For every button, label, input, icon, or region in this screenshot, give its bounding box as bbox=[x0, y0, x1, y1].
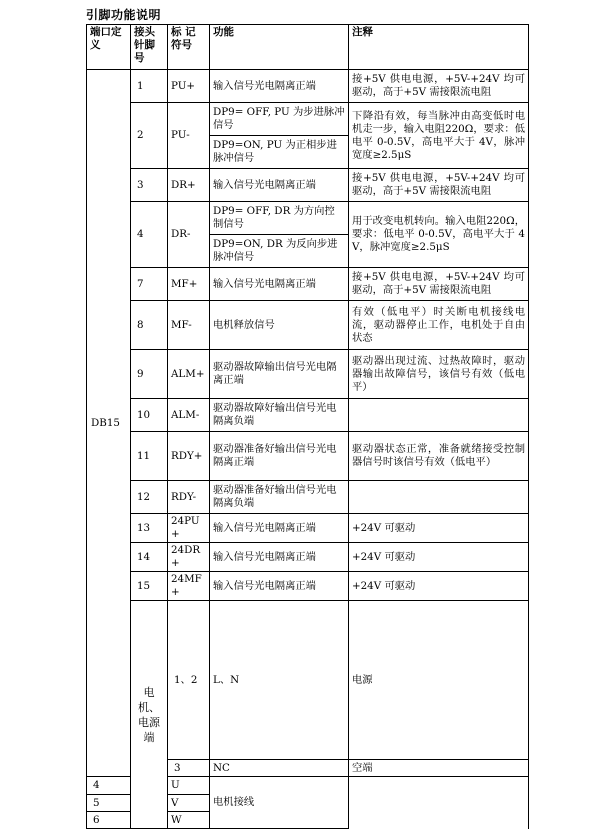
pin-note: 用于改变电机转向。输入电阻220Ω，要求：低电平 0-0.5V，高电平大于 4V，脉冲宽度≥2.5μS bbox=[349, 202, 529, 268]
table-row bbox=[87, 202, 529, 235]
table-header-row bbox=[87, 25, 529, 70]
pin-note: 接+5V 供电电源，+5V-+24V 均可驱动，高于+5V 需接限流电阻 bbox=[349, 169, 529, 202]
pin-function: 驱动器故障好输出信号光电隔离负端 bbox=[210, 399, 349, 432]
pin-mark: DR- bbox=[168, 202, 210, 268]
pin-mark: W bbox=[168, 812, 210, 829]
pin-number: 12 bbox=[131, 481, 168, 514]
pin-note bbox=[349, 399, 529, 432]
pin-mark: PU- bbox=[168, 103, 210, 169]
pin-number: 15 bbox=[131, 572, 168, 601]
pin-mark: 24DR+ bbox=[168, 543, 210, 572]
pin-number: 5 bbox=[87, 795, 131, 812]
pin-number: 14 bbox=[131, 543, 168, 572]
pin-mark: ALM- bbox=[168, 399, 210, 432]
pin-mark: 24PU+ bbox=[168, 514, 210, 543]
pin-function: 驱动器准备好输出信号光电隔离负端 bbox=[210, 481, 349, 514]
pin-function: 空端 bbox=[349, 760, 529, 777]
pin-note: +24V 可驱动 bbox=[349, 514, 529, 543]
pin-number: 4 bbox=[131, 202, 168, 268]
pin-mark: RDY+ bbox=[168, 432, 210, 481]
pin-function: DP9= OFF, DR 为方向控制信号 bbox=[210, 202, 349, 235]
table-row bbox=[87, 301, 529, 350]
pin-function: 输入信号光电隔离正端 bbox=[210, 268, 349, 301]
pin-function: 驱动器故障输出信号光电隔离正端 bbox=[210, 350, 349, 399]
header-note: 注释 bbox=[349, 25, 529, 70]
pin-mark: V bbox=[168, 795, 210, 812]
pin-number: 2 bbox=[131, 103, 168, 169]
pin-number: 1 bbox=[131, 70, 168, 103]
pin-mark: PU+ bbox=[168, 70, 210, 103]
pin-note: 接+5V 供电电源，+5V-+24V 均可驱动，高于+5V 需接限流电阻 bbox=[349, 268, 529, 301]
pin-number: 3 bbox=[168, 760, 210, 777]
pin-note: 下降沿有效，每当脉冲由高变低时电机走一步，输入电阻220Ω，要求：低电平 0-0.5V，高电平大于 4V，脉冲宽度≥2.5μS bbox=[349, 103, 529, 169]
pin-mark: DR+ bbox=[168, 169, 210, 202]
pin-function: 输入信号光电隔离正端 bbox=[210, 70, 349, 103]
pin-number: 6 bbox=[87, 812, 131, 829]
pin-mark: U bbox=[168, 777, 210, 795]
db15-port-label: DB15 bbox=[87, 70, 131, 777]
pin-function: DP9=ON, DR 为反向步进脉冲信号 bbox=[210, 235, 349, 268]
pin-number: 4 bbox=[87, 777, 131, 795]
pin-function: 输入信号光电隔离正端 bbox=[210, 543, 349, 572]
pin-number: 7 bbox=[131, 268, 168, 301]
pin-mark: MF+ bbox=[168, 268, 210, 301]
header-function: 功能 bbox=[210, 25, 349, 70]
table-row bbox=[87, 543, 529, 572]
pin-function: 输入信号光电隔离正端 bbox=[210, 169, 349, 202]
table-row bbox=[87, 601, 529, 760]
pin-function: DP9= OFF, PU 为步进脉冲信号 bbox=[210, 103, 349, 136]
pin-number: 9 bbox=[131, 350, 168, 399]
pin-mark: L、N bbox=[210, 601, 349, 760]
pin-number: 8 bbox=[131, 301, 168, 350]
pin-number: 11 bbox=[131, 432, 168, 481]
header-mark: 标 记符号 bbox=[168, 25, 210, 70]
pin-note: 接+5V 供电电源，+5V-+24V 均可驱动，高于+5V 需接限流电阻 bbox=[349, 70, 529, 103]
table-row bbox=[87, 481, 529, 514]
table-row bbox=[87, 514, 529, 543]
pin-function: 输入信号光电隔离正端 bbox=[210, 514, 349, 543]
table-row bbox=[87, 572, 529, 601]
pin-function: 输入信号光电隔离正端 bbox=[210, 572, 349, 601]
pin-function: 电源 bbox=[349, 601, 529, 760]
pin-number: 10 bbox=[131, 399, 168, 432]
header-pin: 接头针脚号 bbox=[131, 25, 168, 70]
pin-mark: RDY- bbox=[168, 481, 210, 514]
pin-function: 电机释放信号 bbox=[210, 301, 349, 350]
pin-note: 驱动器出现过流、过热故障时，驱动器输出故障信号，该信号有效（低电平） bbox=[349, 350, 529, 399]
pin-function: 驱动器准备好输出信号光电隔离正端 bbox=[210, 432, 349, 481]
table-row bbox=[87, 70, 529, 103]
pin-note: 有效（低电平）时关断电机接线电流，驱动器停止工作，电机处于自由状态 bbox=[349, 301, 529, 350]
pin-mark: ALM+ bbox=[168, 350, 210, 399]
motor-power-port-label: 电机、电源端 bbox=[131, 601, 168, 829]
pin-number: 13 bbox=[131, 514, 168, 543]
pin-note: +24V 可驱动 bbox=[349, 543, 529, 572]
table-row bbox=[87, 169, 529, 202]
table-row bbox=[87, 350, 529, 399]
pin-function-table bbox=[86, 24, 529, 829]
pin-number: 3 bbox=[131, 169, 168, 202]
pin-function: DP9=ON, PU 为正相步进脉冲信号 bbox=[210, 136, 349, 169]
table-row bbox=[87, 103, 529, 136]
table-row bbox=[87, 432, 529, 481]
pin-note bbox=[349, 481, 529, 514]
pin-note: +24V 可驱动 bbox=[349, 572, 529, 601]
pin-mark: MF- bbox=[168, 301, 210, 350]
pin-mark: NC bbox=[210, 760, 349, 777]
table-row bbox=[87, 268, 529, 301]
table-row bbox=[87, 399, 529, 432]
pin-mark: 24MF+ bbox=[168, 572, 210, 601]
header-port: 端口定义 bbox=[87, 25, 131, 70]
pin-note: 驱动器状态正常，准备就绪接受控制器信号时该信号有效（低电平） bbox=[349, 432, 529, 481]
document-title: 引脚功能说明 bbox=[86, 8, 162, 22]
pin-number: 1、2 bbox=[168, 601, 210, 760]
motor-wiring-function: 电机接线 bbox=[210, 777, 349, 829]
